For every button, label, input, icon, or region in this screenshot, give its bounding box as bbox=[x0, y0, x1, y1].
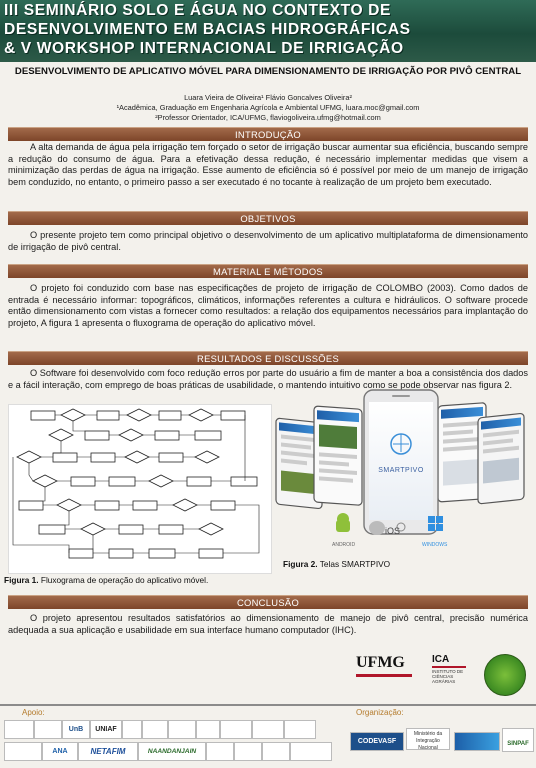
seminar-seal-logo bbox=[484, 654, 526, 696]
conclusao-text: O projeto apresentou resultados satisfatórios ao dimensionamento de manejo de pivô central, precisão numérica adequada a sua aplicação e usabilidade em sua interface humano computador (IHC). bbox=[8, 613, 528, 635]
sponsor-logo-16 bbox=[206, 742, 234, 761]
section-header-material-metodos: MATERIAL E MÉTODOS bbox=[8, 264, 528, 278]
flowchart-drawing bbox=[9, 405, 271, 573]
figure-1-caption bbox=[4, 575, 208, 585]
phone-screen-right-2 bbox=[478, 413, 524, 504]
platform-android: ANDROID bbox=[332, 542, 356, 548]
android-icon bbox=[336, 513, 350, 532]
platform-ios: iOS bbox=[385, 526, 401, 536]
sponsor-logo-19 bbox=[290, 742, 332, 761]
figure-2-app-screens bbox=[272, 388, 528, 556]
sponsor-unb: UnB bbox=[62, 720, 90, 739]
section-header-introducao: INTRODUÇÃO bbox=[8, 127, 528, 141]
org-sinpaf: SINPAF bbox=[502, 728, 534, 752]
org-logo-3 bbox=[454, 732, 500, 751]
figure-2-label: Figura 2. bbox=[283, 559, 318, 569]
sponsor-uniaf: UNIAF bbox=[90, 720, 122, 739]
ica-subtitle: INSTITUTO DE CIÊNCIAS AGRÁRIAS bbox=[432, 669, 464, 684]
sponsor-logo-10 bbox=[252, 720, 284, 739]
sponsor-logo-9 bbox=[220, 720, 252, 739]
sponsor-logo-7 bbox=[168, 720, 196, 739]
sponsor-logo-5 bbox=[122, 720, 142, 739]
section-header-objetivos: OBJETIVOS bbox=[8, 211, 528, 225]
phone-screen-left-2 bbox=[314, 406, 362, 505]
banner-line-1: III SEMINÁRIO SOLO E ÁGUA NO CONTEXTO DE bbox=[4, 2, 392, 19]
phone-main bbox=[364, 390, 438, 534]
ufmg-stripe bbox=[356, 674, 412, 677]
poster-title: DESENVOLVIMENTO DE APLICATIVO MÓVEL PARA DIMENSIONAMENTO DE IRRIGAÇÃO POR PIVÔ CENTRAL bbox=[14, 66, 522, 77]
section-header-conclusao: CONCLUSÃO bbox=[8, 595, 528, 609]
organizacao-label: Organização: bbox=[356, 708, 404, 717]
affiliation-1: ¹Acadêmica, Graduação em Engenharia Agrícola e Ambiental UFMG, luara.moc@gmail.com bbox=[116, 103, 420, 112]
ufmg-wordmark: UFMG bbox=[356, 654, 405, 671]
sponsor-logo-1 bbox=[4, 720, 34, 739]
sponsor-logo-8 bbox=[196, 720, 220, 739]
org-codevasf: CODEVASF bbox=[350, 732, 404, 751]
apoio-label: Apoio: bbox=[22, 708, 45, 717]
figure-2-caption-text: Telas SMARTPIVO bbox=[317, 559, 391, 569]
sponsor-ana: ANA bbox=[42, 742, 78, 761]
conference-banner bbox=[0, 0, 536, 62]
sponsor-logo-12 bbox=[4, 742, 42, 761]
author-names: Luara Vieira de Oliveira¹ Flávio Goncalves Oliveira² bbox=[184, 93, 352, 102]
ica-wordmark: ICA bbox=[432, 654, 450, 665]
affiliation-2: ²Professor Orientador, ICA/UFMG, flaviogoliveira.ufmg@hotmail.com bbox=[155, 113, 381, 122]
objetivos-text: O presente projeto tem como principal objetivo o desenvolvimento de um aplicativo multiplataforma de dimensionamento de irrigação de pivô central. bbox=[8, 230, 528, 252]
ica-logo bbox=[432, 654, 470, 696]
sponsor-logo-11 bbox=[284, 720, 316, 739]
conclusao-paragraph bbox=[8, 613, 528, 636]
figure-2-caption bbox=[283, 559, 390, 569]
intro-text: A alta demanda de água pela irrigação tem forçado o setor de irrigação buscar aumentar sua eficiência, buscando sempre a redução do consumo de água. Para a efetivação dessa redução, é necessário implementar medidas que visem a minimização das perdas de água na irrigação. Esse aumento de eficiência só é possível por meio de um manejo de irrigação bem conduzido, no entanto, o primeiro passo a ser executado é no tocante à realização de um projeto bem executado. bbox=[8, 142, 528, 187]
banner-line-2: DESENVOLVIMENTO EM BACIAS HIDROGRÁFICAS bbox=[4, 21, 411, 38]
sponsor-netafim: NETAFIM bbox=[78, 742, 138, 761]
section-header-resultados: RESULTADOS E DISCUSSÕES bbox=[8, 351, 528, 365]
app-screens-drawing bbox=[272, 388, 528, 556]
sponsor-logo-6 bbox=[142, 720, 168, 739]
sponsor-naandanjain: NAANDANJAIN bbox=[138, 742, 206, 761]
intro-paragraph bbox=[8, 142, 528, 188]
app-name: SMARTPIVO bbox=[378, 467, 424, 474]
objetivos-paragraph bbox=[8, 230, 528, 253]
ica-stripe bbox=[432, 666, 466, 668]
resultados-text: O Software foi desenvolvido com foco redução erros por parte do usuário a fim de manter a boa a consistência dos dados e a fácil interação, com emprego de boas práticas de usabilidade, o mantendo intuitivo como se pode observar nas figura 2. bbox=[8, 368, 528, 390]
figure-1-flowchart bbox=[8, 404, 272, 574]
footer-separator bbox=[0, 704, 536, 706]
figure-1-caption-text: Fluxograma de operação do aplicativo móvel. bbox=[38, 575, 209, 585]
sponsor-logo-18 bbox=[262, 742, 290, 761]
platform-windows: WINDOWS bbox=[422, 542, 448, 548]
apple-icon bbox=[369, 521, 385, 535]
banner-line-3: & V WORKSHOP INTERNACIONAL DE IRRIGAÇÃO bbox=[4, 40, 404, 57]
authors-block bbox=[10, 93, 526, 123]
material-text: O projeto foi conduzido com base nas especificações de projeto de irrigação de COLOMBO (2003). Como dados de entrada é necessário informar: topográficos, climáticos, informações referentes a cultura e hidráulicos. O software procede então dimensionamento com vistas a fornecer como resultados: a relação dos equipamentos necessários para implantação do projeto, A figura 1 apresenta o fluxograma de operação do aplicativo móvel. bbox=[8, 283, 528, 328]
material-paragraph bbox=[8, 283, 528, 329]
sponsor-logo-17 bbox=[234, 742, 262, 761]
figure-1-label: Figura 1. bbox=[4, 575, 39, 585]
org-ministerio: Ministério da Integração Nacional bbox=[406, 728, 450, 750]
sponsor-logo-2 bbox=[34, 720, 62, 739]
ufmg-logo bbox=[356, 654, 416, 696]
